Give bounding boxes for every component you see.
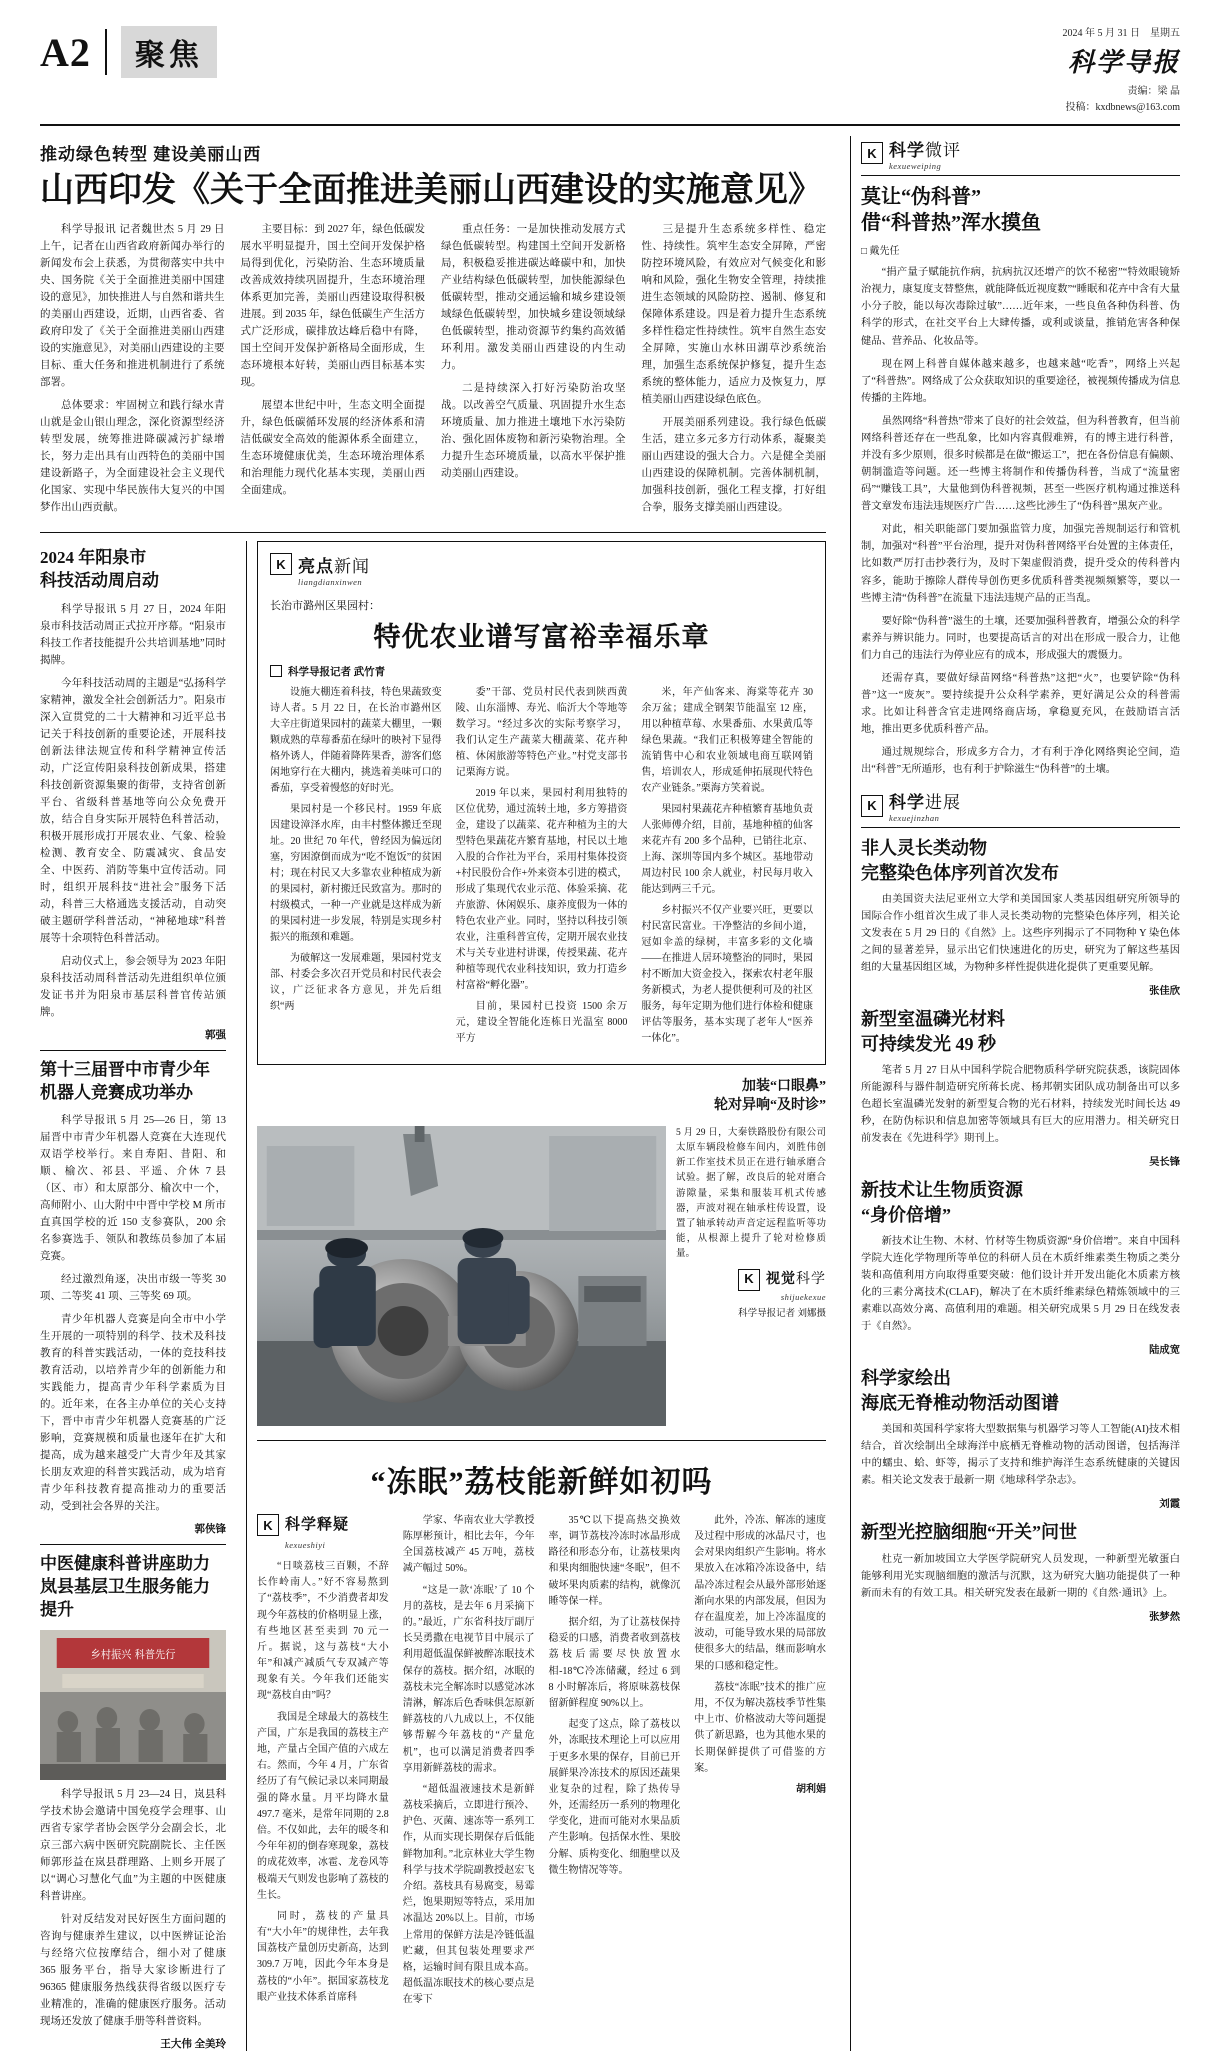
photo-credit-brand	[676, 1269, 826, 1291]
paragraph: 对此，相关职能部门要加强监管力度，加强完善规制运行和管机制，加强对“科普”平台治理，提升对伪科普网络平台处置的主体责任，比如数严厉打击抄袭行为，及时下架虚假消费，提升受众的传科普内容多，能助于擦除人群传导创伤更多优质科普类视频频繁等，要以一些博主清“伪科普”在流量下违法违规产品的正当乱。	[861, 524, 1180, 604]
commentary-brand	[861, 136, 1180, 176]
paragraph: 学家、华南农业大学教授陈厚彬预计，相比去年，今年全国荔枝减产 45 万吨，荔枝减产幅过 50%。	[402, 1514, 535, 1575]
k-logo-icon: K	[738, 1269, 760, 1291]
section-title: 聚焦	[121, 26, 217, 78]
editor-line: 责编：梁 晶	[1127, 85, 1180, 97]
paragraph: 2019 年以来，果园村利用独特的区位优势，通过流转土地，多方筹措资金，建设了以蔬菜、花卉种植为主的大型特色果蔬花卉繁育基地，村民以土地入股的合作社为平台，采用村集体投资+村民股份合作+外来资本引进的模式，形成了集现代农业示范、体验采摘、花卉旅游、休闲娱乐、康养度假为一体的特色农业产业。同时，坚持以科技引领农业，注重科普宣传，定期开展农业技术与关专业进村讲课，传授果蔬、花卉种植等现代农业科技知识，致力打造乡村富裕“孵化器”。	[455, 787, 628, 991]
paragraph: 果园村是一个移民村。1959 年底因建设漳泽水库，由丰村整体搬迁至现址。20 世纪 70 年代，曾经因为偏远闭塞，穷困潦倒而成为“吃不饱饭”的贫困村；现在村民又大多靠农业种植成为新的果园村，新村搬迁民致富为。那时的村级模式，一种一产业就是这样成为新的果园村进一步发展，特别是实现乡村振兴的瓶颈和难题。	[270, 803, 442, 943]
news-item	[861, 1520, 1180, 1623]
paragraph: 科学导报讯 5 月 27 日，2024 年阳泉市科技活动周正式拉开序幕。“阳泉市科技工作者技能提升公共培训基地”同时揭牌。	[40, 603, 226, 666]
paragraph: 目前，果园村已投资 1500 余万元，建设全智能化连栋日光温室 8000 平方	[455, 1000, 628, 1044]
paragraph: 笔者 5 月 27 日从中国科学院合肥物质科学研究院获悉，该院固体所能源科与器件制造研究所蒋长虎、杨邦朝实团队成功制备出可以多色超长室温磷光发射的新型复合物的光石材料，持续发光时间长达 49 秒，在防伪标识和信息加密等领域具有巨大的应用潜力。相关研究日前发表在《先进科学》期刊上。	[861, 1064, 1180, 1145]
paragraph: 乡村振兴不仅产业要兴旺，更要以村民富民富业。干净整洁的乡间小道，冠如伞盖的绿树，丰富多彩的文化墙——在推进人居环境整治的同时，果园村不断加大资金投入，探索农村老年服务新模式，为老人提供便利可及的社区服务，每年定期为他们进行体检和健康评估等服务，基本实现了老年人“医养一体化”。	[641, 904, 814, 1044]
paragraph: 果园村果蔬花卉种植繁育基地负责人张师傅介绍，目前，基地种植的仙客来花卉有 200 多个品种，已销往北京、上海、深圳等国内多个城区。基地带动周边村民 100 余人就业，村民每月收入能达到两三千元。	[641, 803, 814, 895]
article-subtitle: 长治市潞州区果园村：	[270, 599, 380, 612]
paragraph: 三是提升生态系统多样性、稳定性、持续性。筑牢生态安全屏障，严密防控环境风险，有效应对气候变化和影响和风险，强化生物安全管理，持续推进生态领域的风险防控、遏制、修复和保障体系建设。四是着力提升生态系统多样性稳定性持续性。筑牢自然生态安全屏障，实施山水林田湖草沙系统治理，加强生态系统保护修复，提升生态系统的整体能力，适应力及恢复力，厚植美丽山西建设绿色底色。	[641, 223, 826, 405]
article-headline: 特优农业谱写富裕幸福乐章	[373, 621, 710, 652]
highlight-brand	[270, 552, 370, 577]
byline: 刘霞	[1159, 1499, 1180, 1511]
feature-headline: “冻眠”荔枝能新鲜如初吗	[370, 1465, 713, 1499]
page-number: A2	[40, 29, 91, 75]
paragraph: 启动仪式上，参会领导为 2023 年阳泉科技活动周科普活动先进组织单位颁发证书并为阳泉市基层科普官传站颁牌。	[40, 955, 226, 1018]
paragraph: 科学导报讯 5 月 23—24 日，岚县科学技术协会邀请中国免疫学会理事、山西省专家学者协会医学分会副会长，北京三部六病中医研究院副院长、主任医师郭形益在岚县群理路、上则乡开展了以“调心习慧化气血”为主题的中医健康科普讲座。	[40, 1789, 226, 1903]
page-grid	[40, 136, 1180, 2051]
commentary-title: 莫让“伪科普” 借“科普热”浑水摸鱼	[861, 185, 1041, 234]
lychee-feature	[257, 1440, 826, 2014]
column-rule	[246, 541, 247, 2051]
highlight-col-2	[456, 685, 628, 1052]
paragraph: 展望本世纪中叶，生态文明全面提升，绿色低碳循环发展的经济体系和清洁低碳安全高效的能源体系全面建立，生态环境健康优美，生态环境治理体系和治理能力现代化基本实现，美丽山西全面建成。	[240, 399, 425, 496]
photo-caption-block	[676, 1126, 826, 1426]
paragraph: 针对反结发对民好医生方面问题的咨询与健康养生建议，以中医辨证论治与经络穴位按摩结合，细小对了健康 365 服务平台，指导大家诊断进行了 96365 健康服务热线获得省级以医疗专业精准的，准确的健康医疗服务。活动现场还发放了健康手册等科普资料。	[40, 1914, 226, 2028]
paragraph: 米，年产仙客来、海棠等花卉 30 余万盆；建成全钢架节能温室 12 座，用以种植草莓、水果番茄、水果黄瓜等绿色果蔬。“我们正积极筹建全智能的流销售中心和农业领域电商互联网销售，培训农人，形成延伸拓展现代特色农产业链条。”栗海方笑着说。	[641, 686, 814, 794]
byline: 张梦然	[1149, 1611, 1180, 1623]
news-body	[861, 1233, 1180, 1335]
paper-name: 科学导报	[1067, 48, 1180, 77]
highlight-body	[270, 685, 813, 1052]
submission-email: 投稿：kxdbnews@163.com	[1065, 101, 1180, 113]
lead-col-4	[642, 221, 827, 522]
masthead	[40, 26, 1180, 126]
paragraph: 现在网上科普自媒体越来越多，也越来越“吃香”，网络上兴起了“科普热”。网络成了公众获取知识的重要途径，被视频传播成为信息传播的主阵地。	[861, 358, 1180, 404]
paragraph: 主要目标：到 2027 年，绿色低碳发展水平明显提升，国土空间开发保护格局得到优化，污染防治、生态环境质量改善成效持续巩固提升，生态环境治理体系更加完善，美丽山西建设取得积极进展。到 2035 年，绿色低碳生产生活方式广泛形成，碳排放达峰后稳中有降，国土空间开发保护新格局全面形成，生态环境根本好转，美丽山西目标基本实现。	[240, 223, 425, 388]
paragraph: 青少年机器人竞赛是向全市中小学生开展的一项特别的科学、技术及科技教育的科普实践活动，一体的竞技科技教育活动，以培养青少年的创新能力和实践能力，提高青少年科学素质为目的。近年来，在各主办单位的关心支持下，晋中市青少年机器人竞赛基的广泛影响，竞赛规模和质量也逐年在扩大和提高，成为越来越受广大青少年及其家长朋友欢迎的科普实践活动，成为培育青少年科技教育提高推动力的重要活动，受到社会各界的关注。	[40, 1314, 226, 1513]
brand-name-pinyin: liangdianxinwen	[298, 576, 363, 587]
photo-block	[257, 1077, 826, 1426]
photo-row	[257, 1126, 826, 1426]
paragraph: 今年科技活动周的主题是“弘扬科学家精神，激发全社会创新活力”。阳泉市深入宣贯党的二十大精神和习近平总书记关于科技创新的重要论述，开展科技创新法律法规宣传和科学精神宣传活动，广泛宣传阳泉科技创新成果，搭建科技创新资源集聚的街带，支持省创新平台、省级科普基地等向公众免费开放，结合自身实际开展特色科普活动，积极开展形成打开展农业、气象、检验检测、教育安全、防震减灾、食品安全、中医药、消防等集中宣传活动。同时，组织开展科技“进社会”服务下活动，科普三大格通选支援活动，自动突破主题研学科普活动，“神秘地球”科普展等十余项特色科普活动。	[40, 677, 226, 944]
brand-block	[889, 788, 961, 823]
paragraph: “这是一款‘冻眠’了 10 个月的荔枝，是去年 6 月采摘下的。”最近，广东省科技厅副厅长吴勇撒在电视节目中展示了利用超低温保鲜被醉冻眠技术保存的荔枝。据介绍，冰眠的荔枝未完全解冻时以感觉冰冰清淋，解冻后色香味俱怎原新鲜荔枝的八九成以上，不仅能够帮解今年荔枝的“产量危机”，也可以满足消费者四季享用新鲜荔枝的需求。	[402, 1584, 535, 1774]
paragraph: 我国是全球最大的荔枝生产国，广东是我国的荔枝主产地，产量占全国产值的六成左右。然而，今年 4 月，广东省经历了有气候记录以来同期最强的降水量。月平均降水量 497.7 毫米，是常年同期的 2.8 倍。不仅如此，去年的暖冬和今年年初的倒春寒现象，荔枝的成花效率，冰雹、龙卷风等极端天气则发也影响了荔枝的生长。	[257, 1711, 389, 1901]
paragraph: 35℃以下提高热交换效率，调节荔枝冷冻时冰晶形成路径和形态分布，让荔枝果肉和果肉细胞快速“冬眠”，但不破坏果肉质素的结构，就像沉睡等保一样。	[548, 1514, 681, 1607]
commentary-body	[861, 244, 1180, 779]
paragraph: “日啖荔枝三百颗，不辞长作岭南人。”好不容易熬到了“荔枝季”，不少消费者却发现今年荔枝的价格明显上涨，有些地区甚至卖到 70 元一斤。据说，这与荔枝“大小年”和减产减质气专双减产等现象有关。今年我们还能实现“荔枝自由”吗？	[257, 1560, 389, 1702]
svg-text:乡村振兴 科普先行: 乡村振兴 科普先行	[90, 1647, 176, 1662]
feature-col-4	[694, 1513, 826, 2014]
right-column	[861, 136, 1180, 2051]
paragraph: 设施大棚连着科技，特色果蔬致变诗人者。5 月 22 日，在长治市潞州区大辛庄街道果园村的蔬菜大棚里，一颗颗成熟的草莓番茄在绿叶的映衬下显得格外诱人，伴随着降阵果香，游客们悠闲地穿行在大棚内，挑选着美味可口的番茄，享受着慢悠的好时光。	[270, 686, 442, 794]
paragraph: 美国和英国科学家将大型数据集与机器学习等人工智能(AI)技术相结合，首次绘制出全球海洋中底栖无脊椎动物的活动图谱，包括海洋中的蠕虫、蛤、虾等，揭示了支持和维护海洋生态系统健康的关键因素。相关论文发表于最新一期《地球科学杂志》。	[861, 1424, 1180, 1487]
news-item	[861, 1366, 1180, 1510]
byline: 胡利娟	[796, 1783, 826, 1795]
news-body	[861, 1551, 1180, 1602]
progress-section	[861, 788, 1180, 1622]
paragraph: 二是持续深入打好污染防治攻坚战。以改善空气质量、巩固提升水生态环境质量、加力推进土壤地下水污染防治、强化固体废物和新污染物治理。全力提升生态环境质量，以高水平保护推动美丽山西建设。	[441, 382, 626, 479]
news-title: 新技术让生物质资源 “身价倍增”	[861, 1180, 1023, 1225]
brand-name-cn: 科学进展	[889, 793, 961, 813]
paragraph: “捐产量子赋能抗作病，抗病抗汉还增产的饮不秘密”“特效眼镜矫治视力，康复度支替整焦，就能降低近视度数”“睡眠和花卉中含有大量小分子胶，能以每次毒除过敏”……近年来，一些良鱼各种伪科普、伪科学的形式，在社交平台上大肆传播，或利或谈量，推销危害各种保健品、营养品、化妆品等。	[861, 267, 1180, 347]
reporter-line: 科学导报记者 武竹青	[270, 664, 813, 679]
left-news-column	[40, 541, 236, 2051]
paragraph: 为破解这一发展难题，果园村党支部、村委会多次召开党员和村民代表会议，广泛征求各方意见，并先后组织“两	[270, 952, 442, 1012]
photo-title: 加装“口眼鼻” 轮对异响“及时诊”	[714, 1078, 826, 1114]
lead-headline: 山西印发《关于全面推进美丽山西建设的实施意见》	[40, 171, 822, 209]
byline: 吴长锋	[1149, 1157, 1180, 1169]
masthead-left	[40, 26, 217, 78]
news-title: 新型室温磷光材料 可持续发光 49 秒	[861, 1009, 1005, 1054]
k-logo-icon: K	[257, 1514, 279, 1536]
news-title: 新型光控脑细胞“开关”问世	[861, 1522, 1077, 1543]
paragraph: 还需存真，要做好绿苗网络“科普热”这把“火”，也要铲除“伪科普”这一“废灰”。要持续提升公众科学素养，更好满足公众的科普需求。比如让科普含官走进网络商店场，拿稳夏充风，在鼓励语言活地，推出更多优质科普产品。	[861, 672, 1180, 736]
photographer-credit: 科学导报记者 刘娜摄	[738, 1308, 826, 1319]
divider	[40, 1544, 226, 1545]
news-title: 非人灵长类动物 完整染色体序列首次发布	[861, 838, 1059, 883]
paragraph: 起变了这点，除了荔枝以外，冻眠技术理论上可以应用于更多水果的保存，目前已开展鲜果冷冻技术的原因还蔬果业复杂的过程，除了热传导外，还需经历一系列的物理化学变化，进而可能对水果品质产生影响。包括保水性、果胶分解、质构变化、细胞壁以及微生物情况等等。	[548, 1719, 681, 1876]
paragraph: 委”干部、党员村民代表到陕西黄陵、山东淄博、寿光、临沂大个等地等数学习。“经过多次的实际考察学习，我们认定生产蔬菜大棚蔬菜、花卉种植、休闲旅游等特色产业。”村党支部书记栗海方说。	[455, 686, 628, 778]
paragraph: 重点任务：一是加快推动发展方式绿色低碳转型。构建国土空间开发新格局，积极稳妥推进碳达峰碳中和，加快产业结构绿色低碳转型，加快能源绿色低碳转型，推动交通运输和城乡建设领域绿色低碳转型，加快城乡建设领域绿色低碳转型，推动资源节约集约高效循环利用。激发美丽山西建设的内生动力。	[441, 223, 626, 371]
main-column	[40, 136, 840, 2051]
k-logo-icon: K	[861, 795, 883, 817]
paragraph: 据介绍，为了让荔枝保持稳妥的口感，消费者收到荔枝荔枝后需要尽快放置水相-18℃冷冻储藏，经过 6 到 8 小时解冻后，将原味荔枝保留新鲜程度 90%以上。	[548, 1617, 681, 1709]
masthead-right	[1063, 26, 1181, 116]
byline: 郭强	[205, 1029, 226, 1041]
lead-col-1	[40, 221, 225, 522]
bullet-icon	[270, 665, 282, 677]
lead-kicker: 推动绿色转型 建设美丽山西	[40, 144, 262, 164]
brand-name-pinyin: kexueshiyi	[285, 1540, 326, 1551]
paragraph: 经过激烈角逐，决出市级一等奖 30 项、二等奖 41 项、三等奖 69 项。	[40, 1274, 226, 1303]
paragraph: 科学导报讯 记者魏世杰 5 月 29 日上午，记者在山西省政府新闻办举行的新闻发布会上获悉，为贯彻落实中共中央、国务院《关于全面推进美丽中国建设的意见》，加快推进人与自然和谐共生的美丽山西建设，近期，山西省委、省政府印发了《关于全面推进美丽山西建设的实施意见》，对美丽山西建设的主要目标、重大任务和推进机制进行了系统部署。	[40, 223, 225, 388]
byline: 张佳欣	[1149, 986, 1180, 998]
divider	[40, 1050, 226, 1051]
brand-name-pinyin: kexueweiping	[889, 160, 942, 171]
highlight-col-1	[270, 685, 442, 1052]
paragraph: 科学导报讯 5 月 25—26 日，第 13 届晋中市青少年机器人竞赛在大连现代双语学校举行。来自寿阳、昔阳、和顺、榆次、祁县、平遥、介休 7 县（区、市）和太原部分、榆次中一个，高师附小、山大附中中晋中学校 M 所市直真国学校的近 150 支参赛队，200 余名参赛选手、领队和教练员参加了本届竞赛。	[40, 1115, 226, 1263]
paragraph: 新技术让生物、木材、竹材等生物质资源“身价倍增”。来自中国科学院大连化学物理所等单位的科研人员在木质纤维素类生物质之类分装和高值利用方向取得重要突破：他们设计并开发出能化木质素方核化的三素分离技术(CLAF)，解决了在木质纤维素绿色精炼领域中的三素难以高效分离、高值利用的难题。相关研究成果 5 月 29 日在线发表于《自然》。	[861, 1235, 1180, 1333]
brand-name-cn: 亮点新闻	[298, 556, 370, 576]
workshop-photo	[257, 1126, 666, 1426]
lead-body	[40, 221, 826, 522]
news-item	[861, 836, 1180, 997]
feature-col-1	[257, 1513, 389, 2014]
brand-name-cn: 科学微评	[889, 140, 961, 160]
paragraph: “超低温液速技术是新鲜荔枝采摘后，立即进行预冷、护色、灭菌、速冻等一系列工作，从而实现长期保存后低能鲜物加利。”北京林业大学生物科学与技术学院副教授赵宏飞介绍。荔枝具有易腐变，易霉烂，饱果期短等特点，采用加冰温达 20%以上。目前，市场上常用的保鲜方法是冷链低温贮藏，但其包装处理要求严格，运输时间有限且成本高。超低温冻眠技术的核心要点是在零下	[402, 1783, 535, 2006]
paragraph: 同时，荔枝的产量具有“大小年”的规律性，去年我国荔枝产量创历史新高，达到 309.7 万吨，因此今年本身是荔枝的“小年”。据国家荔枝龙眼产业技术体系首席科	[257, 1910, 389, 2003]
k-logo-icon: K	[270, 553, 292, 575]
progress-brand	[861, 788, 1180, 828]
photo-caption: 5 月 29 日，大秦铁路股份有限公司太原车辆段检修车间内，刘胜伟创新工作室技术员正在进行轴承磨合试验。据了解，改良后的轮对磨合游隙量，采集和服装耳机式传感器，声波对视在轴承柱传设置，设置了轴承转动声音定远程监听等功能，从根源上提升了轮对检修质量。	[676, 1127, 826, 1260]
news-title: 科学家绘出 海底无脊椎动物活动图谱	[861, 1368, 1059, 1413]
credit-name-pinyin: shijuekexue	[780, 1291, 826, 1302]
highlight-col-3	[641, 685, 813, 1052]
byline: 陆成宽	[1149, 1345, 1180, 1357]
credit-name-cn: 视觉科学	[766, 1271, 826, 1287]
paragraph: 开展美丽系列建设。我行绿色低碳生活，建立多元多方行动体系，凝聚美丽山西建设的强大合力。六是健全美丽山西建设的保障机制。完善体制机制，加强科技创新，强化工程支撑，打好组合拳，服务支撑美丽山西建设。	[641, 416, 826, 513]
byline: 王大伟 全美玲	[160, 2039, 226, 2051]
feature-body	[257, 1513, 826, 2014]
feature-col-3	[549, 1513, 681, 2014]
highlight-news-box	[257, 541, 826, 1065]
paragraph: 由美国资夫法尼亚州立大学和美国国家人类基因组研究所领导的国际合作小组首次生成了非人灵长类动物的完整染色体序列，相关论文发表在 5 月 29 日的《自然》上。这些序列揭示了不同物种 Y 染色体之间的显著差异，显示出它们快速进化的历史，研究为了解这些基因组的大量基因组区域，为物种多样性提供进化提供了更重要见解。	[861, 893, 1180, 974]
paragraph: 此外，冷冻、解冻的速度及过程中形成的冰晶尺寸，也会对果肉组织产生影响。将水果放入在冰箱冷冻设备中，结晶冷冻过程会从最外部形始逐渐向水果的内部发展，但因为存在温度差，加上冷冻温度的波动，可能导致水果的局部放使很多大的结晶，继而影响水果的口感和稳定性。	[694, 1514, 826, 1672]
article-title: 2024 年阳泉市 科技活动周启动	[40, 547, 159, 590]
feature-col-2	[403, 1513, 535, 2014]
paragraph: 通过规规综合，形成多方合力，才有利于净化网络舆论空间，造出“科普”无所遁形，也有利于护除滋生“伪科普”的土壤。	[861, 747, 1180, 776]
byline: 郭侠锋	[194, 1524, 226, 1536]
article-title: 中医健康科普讲座助力 岚县基层卫生服务能力提升	[40, 1554, 210, 1620]
author-line: □ 戴先任	[861, 245, 900, 257]
paragraph: 杜克一新加坡国立大学医学院研究人员发现，一种新型光敏蛋白能够利用光实现脑细胞的激活与沉默，这为研究大脑功能提供了一种新而未有的有效工具。相关研究发表在最新一期的《自然·通讯》上。	[861, 1553, 1180, 1599]
paragraph: 荔枝“冻眠”技术的推广应用，不仅为解决荔枝季节性集中上市、价格波动大等问题提供了新思路，也为其他水果的长期保鲜提供了可借鉴的方案。	[694, 1681, 826, 1774]
paragraph: 总体要求：牢固树立和践行绿水青山就是金山银山理念，深化资源型经济转型发展，统筹推进降碳减污扩绿增长，努力走出具有山西特色的美丽中国建设新路子，为全面建设社会主义现代化国家、实现中华民族伟大复兴的中国梦作出山西贡献。	[40, 399, 225, 513]
center-column	[257, 541, 826, 2051]
issue-date: 2024 年 5 月 31 日 星期五	[1062, 28, 1180, 39]
lecture-photo	[40, 1630, 226, 1780]
news-body	[861, 891, 1180, 976]
commentary-section	[861, 136, 1180, 779]
lower-section	[40, 532, 826, 2051]
brand-name-pinyin: kexuejinzhan	[889, 813, 940, 824]
news-item	[861, 1178, 1180, 1356]
paragraph: 要好除“伪科普”滋生的土壤，还要加强科普教育，增强公众的科学素养与辨识能力。同时，也要提高话言的对出在形成一股合力，让他们力自己的违法行为停业应有的成本，形成强大的震慑力。	[861, 615, 1180, 661]
paragraph: 虽然网络“科普热”带来了良好的社会效益，但为科普教育，但当前网络科普还存在一些乱象，比如内容真假难辨，有的博主进行科普，并没有多少原则，很多时候都是在做“搬运工”，把在各份信息有偏颇、朝制滥造等问题。还一些博主将制作和传播伪科普，当成了“流量密码”“赚钱工具”，大量他到伪科普视频，甚至一些医疗机构通过推送科普文章发布违法违规医疗广告……这些比涉生了“伪科普”黑灰产业。	[861, 415, 1180, 513]
masthead-divider	[105, 29, 107, 75]
brand-name-cn: 科学释疑	[285, 1516, 350, 1533]
lead-col-2	[241, 221, 426, 522]
news-body	[861, 1421, 1180, 1489]
feature-brand	[257, 1513, 349, 1537]
news-item	[861, 1007, 1180, 1168]
article-title: 第十三届晋中市青少年 机器人竞赛成功举办	[40, 1059, 210, 1102]
news-body	[861, 1062, 1180, 1147]
lead-col-3	[441, 221, 626, 522]
k-logo-icon: K	[861, 142, 883, 164]
brand-block	[889, 136, 961, 171]
page-column-rule	[850, 136, 851, 2051]
